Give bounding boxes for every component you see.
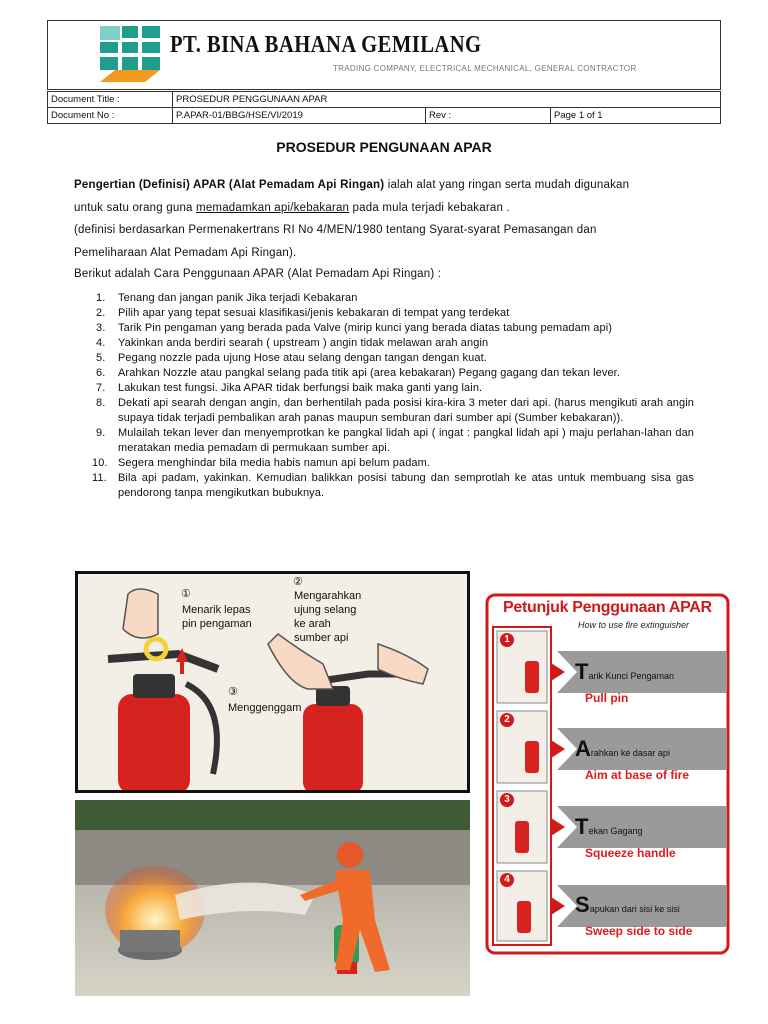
illustration-panel xyxy=(75,571,470,793)
list-item: 8. Dekati api searah dengan angin, dan berhentilah pada posisi kira-kira 3 meter dari api. (harus mengikuti arah angin supaya tidak terjadi pembalikan arah panas maupun semburan dari sumber api (Sumber kebakaran)). xyxy=(96,397,694,424)
company-logo xyxy=(97,24,163,84)
intro-line-5: Berikut adalah Cara Penggunaan APAR (Alat Pemadam Api Ringan) : xyxy=(74,268,442,280)
guide-step-1-english: Pull pin xyxy=(585,691,629,705)
step-2-number: ② xyxy=(293,576,303,588)
intro-line-1-text: ialah alat yang ringan serta mudah digunakan xyxy=(384,179,630,191)
company-name: PT. BINA BAHANA GEMILANG xyxy=(170,32,482,58)
step-2-label-d: sumber api xyxy=(294,632,349,644)
intro-line-2a: untuk satu orang guna xyxy=(74,202,197,214)
guide-step-3-number: 3 xyxy=(500,793,514,807)
document-title: PROSEDUR PENGUNAAN APAR xyxy=(276,139,492,155)
list-item: 10. Segera menghindar bila media habis namun api belum padam. xyxy=(92,457,431,469)
intro-line-2-underlined: memadamkan api/kebakaran xyxy=(196,202,350,214)
doc-no-label: Document No : xyxy=(48,108,173,124)
list-item: 4. Yakinkan anda berdiri searah ( upstream ) angin tidak melawan arah angin xyxy=(96,337,489,349)
definition-term: Pengertian (Definisi) APAR (Alat Pemadam Api Ringan) xyxy=(74,179,385,191)
apar-guide-poster xyxy=(485,593,730,955)
list-item: 11. Bila api padam, yakinkan. Kemudian balikkan posisi tabung dan semprotlah ke atas untuk membuang sisa gas pendorong tanpa mengikutkan bubuknya. xyxy=(92,472,694,499)
rev-label: Rev : xyxy=(426,108,551,124)
step-1-number: ① xyxy=(181,588,191,600)
step-3-number: ③ xyxy=(228,686,238,698)
step-3-label: Menggenggam xyxy=(228,702,302,714)
list-item: 9. Mulailah tekan lever dan menyemprotkan ke pangkal lidah api ( ingat : pangkal lidah api ) maju perlahan-lahan dan meratakan media pemadam di permukaan sumber api. xyxy=(96,427,694,454)
step-1-label-b: pin pengaman xyxy=(182,618,252,630)
guide-subtitle: How to use fire extinguisher xyxy=(578,620,690,630)
procedure-steps xyxy=(74,291,694,501)
guide-step-2-english: Aim at base of fire xyxy=(585,768,690,782)
intro-line-3: (definisi berdasarkan Permenakertrans RI No 4/MEN/1980 tentang Syarat-syarat Pemasangan dan xyxy=(74,224,597,236)
document-meta-table xyxy=(47,91,721,124)
title-value: PROSEDUR PENGGUNAAN APAR xyxy=(173,92,721,108)
guide-step-4-text: Sapukan dari sisi ke sisi xyxy=(575,892,680,917)
intro-line-2b: pada mula terjadi kebakaran . xyxy=(349,202,510,214)
list-item: 2. Pilih apar yang tepat sesuai klasifikasi/jenis kebakaran di tempat yang terdekat xyxy=(96,307,510,319)
intro-line-1 xyxy=(74,177,698,193)
firefighter-photo xyxy=(75,800,470,996)
list-item: 3. Tarik Pin pengaman yang berada pada Valve (mirip kunci yang berada diatas tabung pemadam api) xyxy=(96,322,613,334)
guide-step-2-number: 2 xyxy=(500,713,514,727)
intro-line-2 xyxy=(74,200,698,216)
list-item: 6. Arahkan Nozzle atau pangkal selang pada titik api (area kebakaran) Pegang gagang dan tekan lever. xyxy=(96,367,620,379)
page-label: Page 1 of 1 xyxy=(551,108,721,124)
list-item: 1. Tenang dan jangan panik Jika terjadi Kebakaran xyxy=(96,292,358,304)
intro-line-4: Pemeliharaan Alat Pemadam Api Ringan). xyxy=(74,247,297,259)
step-2-label-b: ujung selang xyxy=(294,604,357,616)
doc-no-value: P.APAR-01/BBG/HSE/VI/2019 xyxy=(173,108,426,124)
step-2-label-c: ke arah xyxy=(294,618,331,630)
guide-step-3-text: Tekan Gagang xyxy=(575,814,643,839)
list-item: 5. Pegang nozzle pada ujung Hose atau selang dengan tangan dengan kuat. xyxy=(96,352,487,364)
guide-title: Petunjuk Penggunaan APAR xyxy=(503,599,712,616)
step-2-label-a: Mengarahkan xyxy=(294,590,362,602)
company-tagline: TRADING COMPANY, ELECTRICAL MECHANICAL, GENERAL CONTRACTOR xyxy=(333,64,637,73)
guide-step-4-english: Sweep side to side xyxy=(585,924,693,938)
guide-step-4-number: 4 xyxy=(500,873,514,887)
title-label: Document Title : xyxy=(48,92,173,108)
list-item: 7. Lakukan test fungsi. Jika APAR tidak berfungsi baik maka ganti yang lain. xyxy=(96,382,483,394)
step-1-label-a: Menarik lepas xyxy=(182,604,251,616)
extinguisher-illustration xyxy=(78,574,467,790)
guide-step-1-number: 1 xyxy=(500,633,514,647)
guide-step-2-text: Arahkan ke dasar api xyxy=(575,736,670,761)
guide-step-1-text: Tarik Kunci Pengaman xyxy=(575,659,675,684)
guide-step-3-english: Squeeze handle xyxy=(585,846,676,860)
